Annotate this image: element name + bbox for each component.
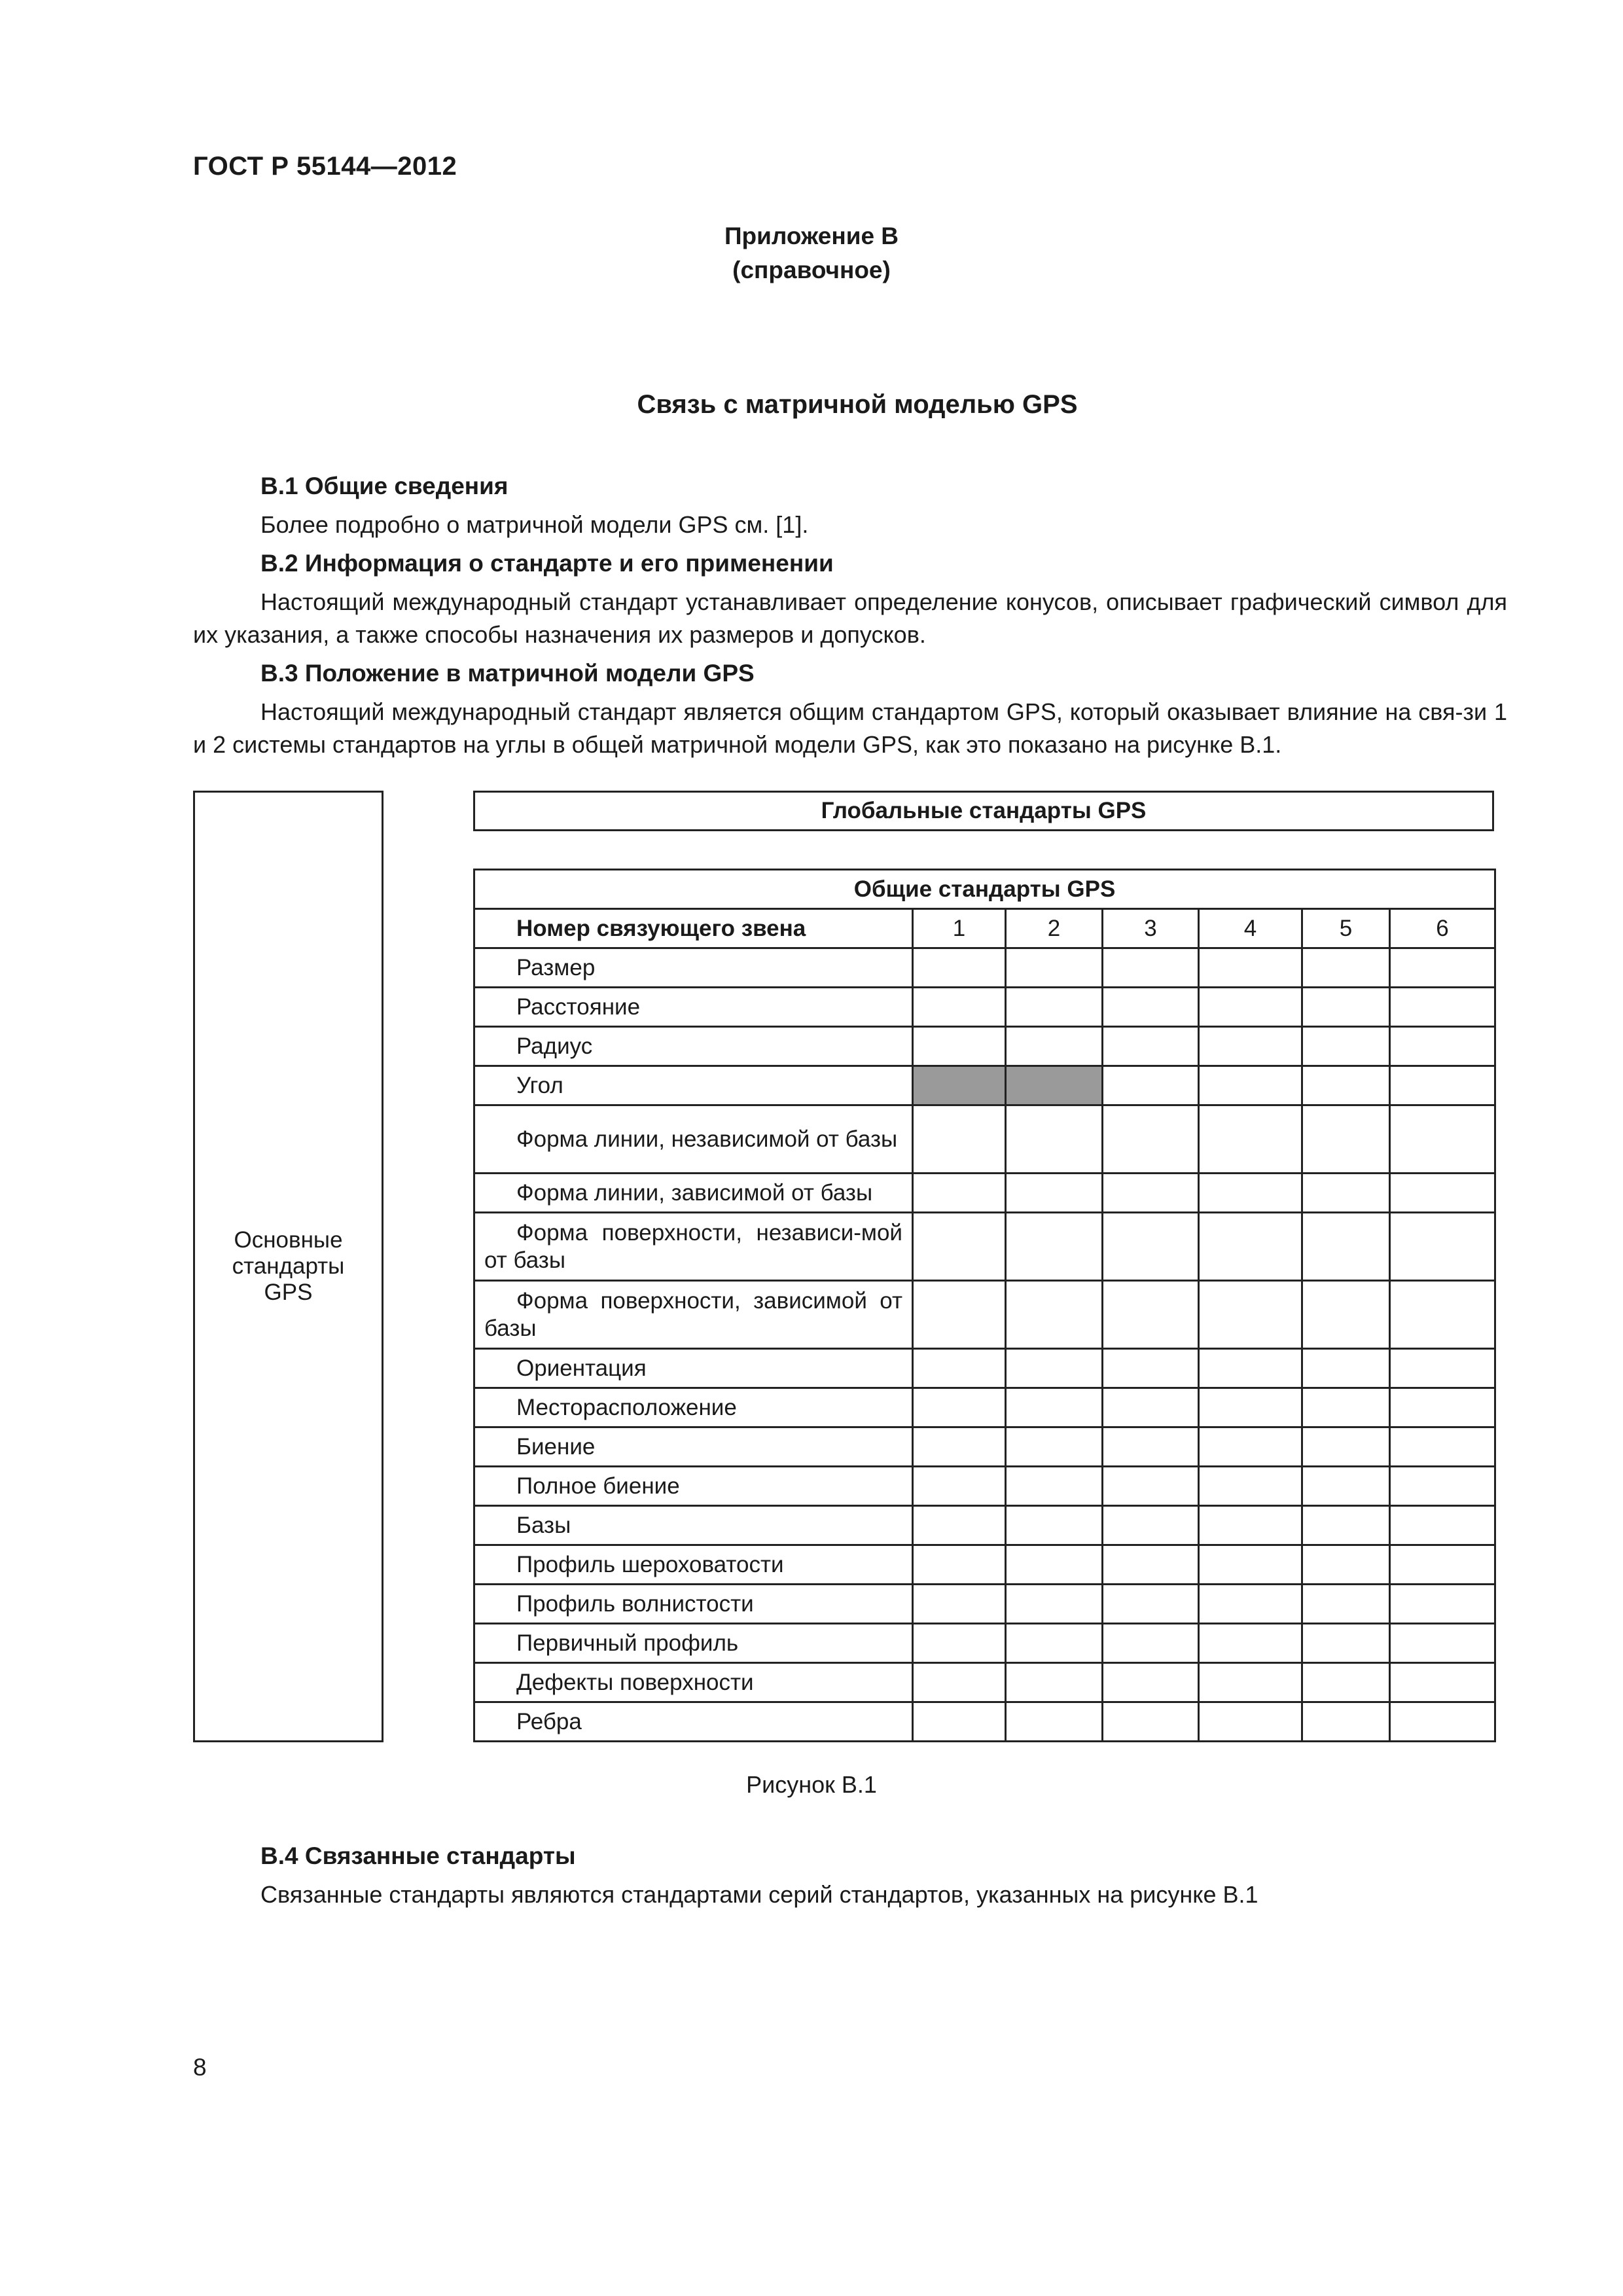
matrix-cell <box>1302 1281 1390 1349</box>
matrix-cell <box>1302 1467 1390 1506</box>
table-row <box>474 1174 1495 1213</box>
matrix-cell <box>1103 1349 1199 1388</box>
basic-standards-box <box>193 791 383 1742</box>
matrix-cell <box>913 1349 1006 1388</box>
row-label: Ориентация <box>474 1349 913 1388</box>
table-row <box>474 1624 1495 1663</box>
table-header-row <box>474 909 1495 948</box>
matrix-cell <box>1390 1349 1495 1388</box>
column-header: 6 <box>1390 909 1495 948</box>
section-heading-b2: В.2 Информация о стандарте и его применении <box>260 550 834 577</box>
matrix-cell <box>913 948 1006 988</box>
table-row <box>474 1427 1495 1467</box>
matrix-cell <box>1103 1066 1199 1105</box>
matrix-cell <box>1390 948 1495 988</box>
matrix-cell <box>1199 1174 1302 1213</box>
matrix-cell <box>1199 1506 1302 1545</box>
row-label: Радиус <box>474 1027 913 1066</box>
matrix-cell <box>1302 1545 1390 1585</box>
row-label: Форма поверхности, независи-мой от базы <box>474 1213 913 1281</box>
matrix-cell <box>1103 1174 1199 1213</box>
matrix-cell <box>1199 988 1302 1027</box>
row-label: Форма линии, независимой от базы <box>474 1105 913 1174</box>
table-row <box>474 1105 1495 1174</box>
gps-matrix-table <box>473 869 1496 1742</box>
matrix-cell <box>1103 1545 1199 1585</box>
row-label: Расстояние <box>474 988 913 1027</box>
matrix-cell <box>1390 1545 1495 1585</box>
matrix-cell <box>1006 1027 1103 1066</box>
matrix-cell <box>1006 1585 1103 1624</box>
matrix-cell <box>1199 1427 1302 1467</box>
matrix-cell <box>1390 1105 1495 1174</box>
matrix-cell <box>1006 1105 1103 1174</box>
matrix-cell <box>1390 1066 1495 1105</box>
matrix-cell <box>1390 1427 1495 1467</box>
section-text-b3: Настоящий международный стандарт является общим стандартом GPS, который оказывает влияние на свя-зи 1 и 2 системы стандартов на углы в общей матричной модели GPS, как это показано на рисунке В.1. <box>193 698 1507 758</box>
matrix-cell <box>913 1027 1006 1066</box>
matrix-cell <box>913 1467 1006 1506</box>
matrix-cell <box>1006 1702 1103 1742</box>
column-header: 4 <box>1199 909 1302 948</box>
matrix-cell <box>1199 1388 1302 1427</box>
table-row <box>474 1388 1495 1427</box>
appendix-subtitle: (справочное) <box>732 257 891 283</box>
matrix-cell <box>1006 1467 1103 1506</box>
matrix-cell <box>1103 1105 1199 1174</box>
matrix-cell <box>1302 1213 1390 1281</box>
matrix-cell <box>1199 1624 1302 1663</box>
matrix-cell <box>1302 1427 1390 1467</box>
matrix-cell <box>1103 1027 1199 1066</box>
table-row <box>474 1506 1495 1545</box>
table-row <box>474 1663 1495 1702</box>
matrix-cell <box>1199 1027 1302 1066</box>
row-label: Базы <box>474 1506 913 1545</box>
matrix-cell <box>1199 1281 1302 1349</box>
matrix-cell <box>1103 1467 1199 1506</box>
matrix-cell-shaded <box>1006 1066 1103 1105</box>
matrix-cell <box>1390 988 1495 1027</box>
row-label: Профиль шероховатости <box>474 1545 913 1585</box>
column-header: 5 <box>1302 909 1390 948</box>
matrix-cell <box>913 1663 1006 1702</box>
matrix-cell <box>913 1281 1006 1349</box>
matrix-cell <box>1302 1624 1390 1663</box>
matrix-cell <box>1390 1467 1495 1506</box>
global-standards-box <box>473 791 1494 831</box>
matrix-cell <box>1390 1281 1495 1349</box>
matrix-cell <box>1199 1702 1302 1742</box>
row-label: Ребра <box>474 1702 913 1742</box>
row-label: Полное биение <box>474 1467 913 1506</box>
matrix-cell <box>1302 948 1390 988</box>
row-label: Форма линии, зависимой от базы <box>474 1174 913 1213</box>
matrix-cell <box>1103 1388 1199 1427</box>
table-row <box>474 1702 1495 1742</box>
matrix-cell <box>913 1545 1006 1585</box>
table-row <box>474 1213 1495 1281</box>
matrix-cell <box>1390 1213 1495 1281</box>
matrix-cell <box>913 1624 1006 1663</box>
column-header: 1 <box>913 909 1006 948</box>
table-row <box>474 1281 1495 1349</box>
matrix-cell <box>1302 1349 1390 1388</box>
matrix-cell <box>1199 1349 1302 1388</box>
matrix-cell <box>1302 1027 1390 1066</box>
row-label: Размер <box>474 948 913 988</box>
table-row <box>474 988 1495 1027</box>
matrix-cell <box>913 1585 1006 1624</box>
matrix-cell <box>1006 1281 1103 1349</box>
matrix-cell <box>1199 1663 1302 1702</box>
matrix-cell <box>1103 1702 1199 1742</box>
matrix-cell <box>1103 1213 1199 1281</box>
section-title: Связь с матричной моделью GPS <box>637 390 1078 419</box>
table-row <box>474 1066 1495 1105</box>
matrix-cell <box>1103 948 1199 988</box>
matrix-cell <box>1006 1624 1103 1663</box>
matrix-cell <box>1006 1663 1103 1702</box>
section-heading-b3: В.3 Положение в матричной модели GPS <box>260 660 755 687</box>
matrix-cell <box>1390 1624 1495 1663</box>
matrix-cell <box>913 1388 1006 1427</box>
matrix-cell <box>1302 1585 1390 1624</box>
matrix-cell <box>1006 1213 1103 1281</box>
matrix-cell <box>1302 1066 1390 1105</box>
matrix-cell <box>1302 1663 1390 1702</box>
matrix-cell <box>1390 1506 1495 1545</box>
row-label: Угол <box>474 1066 913 1105</box>
matrix-cell <box>1302 1174 1390 1213</box>
matrix-cell <box>1006 988 1103 1027</box>
table-row <box>474 948 1495 988</box>
matrix-cell-shaded <box>913 1066 1006 1105</box>
table-row <box>474 1467 1495 1506</box>
matrix-cell <box>1006 948 1103 988</box>
matrix-cell <box>913 988 1006 1027</box>
matrix-cell <box>1199 1545 1302 1585</box>
matrix-cell <box>913 1174 1006 1213</box>
matrix-cell <box>1302 1702 1390 1742</box>
global-standards-label: Глобальные стандарты GPS <box>821 798 1147 823</box>
matrix-cell <box>1006 1506 1103 1545</box>
matrix-cell <box>1006 1349 1103 1388</box>
row-label: Форма поверхности, зависимой от базы <box>474 1281 913 1349</box>
basic-standards-label: Основные стандарты GPS <box>232 1227 345 1305</box>
matrix-cell <box>1103 1506 1199 1545</box>
matrix-cell <box>1390 1663 1495 1702</box>
table-row <box>474 1585 1495 1624</box>
matrix-cell <box>913 1702 1006 1742</box>
figure-caption: Рисунок В.1 <box>746 1771 877 1798</box>
matrix-cell <box>1199 1585 1302 1624</box>
matrix-cell <box>1103 1281 1199 1349</box>
row-label: Месторасположение <box>474 1388 913 1427</box>
matrix-cell <box>1006 1427 1103 1467</box>
page-number: 8 <box>193 2054 207 2081</box>
matrix-cell <box>913 1213 1006 1281</box>
matrix-cell <box>1199 1467 1302 1506</box>
matrix-cell <box>1390 1174 1495 1213</box>
matrix-cell <box>1103 1427 1199 1467</box>
section-text-b1: Более подробно о матричной модели GPS см. [1]. <box>260 511 809 538</box>
matrix-cell <box>913 1506 1006 1545</box>
matrix-cell <box>1390 1027 1495 1066</box>
matrix-cell <box>1199 1213 1302 1281</box>
matrix-cell <box>913 1105 1006 1174</box>
matrix-cell <box>1302 1105 1390 1174</box>
table-title: Общие стандарты GPS <box>474 870 1495 909</box>
section-heading-b1: В.1 Общие сведения <box>260 473 508 499</box>
matrix-cell <box>1103 988 1199 1027</box>
matrix-cell <box>1199 948 1302 988</box>
matrix-cell <box>1199 1105 1302 1174</box>
matrix-cell <box>1302 988 1390 1027</box>
row-label: Профиль волнистости <box>474 1585 913 1624</box>
matrix-cell <box>1199 1066 1302 1105</box>
row-label: Биение <box>474 1427 913 1467</box>
row-label: Первичный профиль <box>474 1624 913 1663</box>
matrix-cell <box>1302 1506 1390 1545</box>
document-header: ГОСТ Р 55144—2012 <box>193 152 457 181</box>
matrix-cell <box>1390 1388 1495 1427</box>
table-row <box>474 1545 1495 1585</box>
matrix-cell <box>1006 1388 1103 1427</box>
section-text-b4: Связанные стандарты являются стандартами серий стандартов, указанных на рисунке В.1 <box>260 1881 1258 1908</box>
matrix-cell <box>1006 1545 1103 1585</box>
matrix-cell <box>1103 1624 1199 1663</box>
appendix-title: Приложение В <box>724 223 899 249</box>
section-heading-b4: В.4 Связанные стандарты <box>260 1842 576 1869</box>
column-header: 3 <box>1103 909 1199 948</box>
matrix-cell <box>1103 1585 1199 1624</box>
matrix-cell <box>1006 1174 1103 1213</box>
row-label: Дефекты поверхности <box>474 1663 913 1702</box>
matrix-cell <box>1390 1702 1495 1742</box>
matrix-cell <box>1103 1663 1199 1702</box>
table-row <box>474 1027 1495 1066</box>
matrix-cell <box>913 1427 1006 1467</box>
matrix-cell <box>1302 1388 1390 1427</box>
matrix-cell <box>1390 1585 1495 1624</box>
header-label: Номер связующего звена <box>474 909 913 948</box>
section-text-b2: Настоящий международный стандарт устанавливает определение конусов, описывает графический символ для их указания, а также способы назначения их размеров и допусков. <box>193 588 1507 648</box>
column-header: 2 <box>1006 909 1103 948</box>
table-row <box>474 1349 1495 1388</box>
